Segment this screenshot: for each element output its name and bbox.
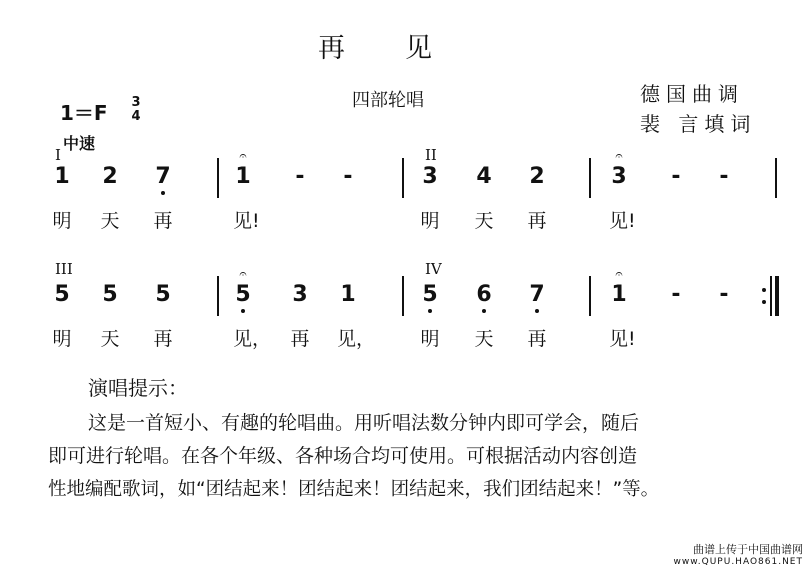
fermata-icon: 𝄐 bbox=[239, 267, 247, 282]
bar-line bbox=[217, 158, 219, 198]
bar-line bbox=[589, 276, 591, 316]
lyric: 再 bbox=[527, 328, 547, 350]
note: 2 bbox=[102, 164, 118, 189]
low-octave-dot bbox=[161, 191, 165, 195]
part-marker-2: II bbox=[425, 146, 437, 164]
lyric: 明 bbox=[52, 328, 72, 350]
notes-line-3: 性地编配歌词，如“团结起来！团结起来！团结起来，我们团结起来！”等。 bbox=[48, 479, 660, 500]
note: 2 bbox=[529, 164, 545, 189]
lyric: 天 bbox=[474, 328, 494, 350]
notes-line-2: 即可进行轮唱。在各个年级、各种场合均可使用。可根据活动内容创造 bbox=[48, 445, 638, 467]
repeat-dot bbox=[762, 300, 766, 304]
note: 5 bbox=[235, 282, 251, 307]
repeat-dot bbox=[762, 288, 766, 292]
subtitle: 四部轮唱 bbox=[352, 90, 424, 111]
bar-line bbox=[775, 158, 777, 198]
watermark bbox=[674, 543, 803, 569]
lyric: 明 bbox=[52, 210, 72, 232]
watermark-line-2: www.QUPU.HAO861.NET bbox=[673, 557, 803, 567]
low-octave-dot bbox=[482, 309, 486, 313]
note-dash: - bbox=[671, 282, 681, 307]
lyric: 见! bbox=[233, 210, 260, 232]
lyric: 再 bbox=[290, 328, 310, 350]
lyric: 天 bbox=[474, 210, 494, 232]
notes-heading: 演唱提示： bbox=[88, 376, 188, 400]
note: 4 bbox=[476, 164, 492, 189]
note-dash: - bbox=[295, 164, 305, 189]
note: 1 bbox=[54, 164, 70, 189]
lyric: 再 bbox=[153, 328, 173, 350]
credit-composer: 德国曲调 bbox=[640, 82, 744, 106]
note-dash: - bbox=[671, 164, 681, 189]
lyric: 明 bbox=[420, 210, 440, 232]
notes-line-1: 这是一首短小、有趣的轮唱曲。用听唱法数分钟内即可学会，随后 bbox=[88, 412, 640, 434]
tempo-marking: 中速 bbox=[63, 134, 96, 153]
part-marker-4: IV bbox=[425, 260, 442, 278]
note: 5 bbox=[102, 282, 118, 307]
lyric: 见! bbox=[609, 328, 636, 350]
low-octave-dot bbox=[241, 309, 245, 313]
note: 3 bbox=[611, 164, 627, 189]
note: 7 bbox=[155, 164, 171, 189]
repeat-bar-thin bbox=[770, 276, 772, 316]
note: 1 bbox=[611, 282, 627, 307]
fermata-icon: 𝄐 bbox=[615, 267, 623, 282]
lyric: 再 bbox=[527, 210, 547, 232]
lyric: 见， bbox=[233, 328, 272, 350]
note: 3 bbox=[292, 282, 308, 307]
bar-line bbox=[589, 158, 591, 198]
low-octave-dot bbox=[535, 309, 539, 313]
repeat-bar-thick bbox=[775, 276, 779, 316]
note: 5 bbox=[422, 282, 438, 307]
lyric: 再 bbox=[153, 210, 173, 232]
note: 5 bbox=[155, 282, 171, 307]
song-title: 再 见 bbox=[318, 33, 434, 64]
note: 1 bbox=[340, 282, 356, 307]
lyric: 见! bbox=[609, 210, 636, 232]
bar-line bbox=[402, 276, 404, 316]
lyric: 天 bbox=[100, 210, 120, 232]
note-dash: - bbox=[343, 164, 353, 189]
fermata-icon: 𝄐 bbox=[615, 149, 623, 164]
bar-line bbox=[217, 276, 219, 316]
lyric: 天 bbox=[100, 328, 120, 350]
credit-lyricist: 裴 言填词 bbox=[640, 112, 757, 136]
note: 7 bbox=[529, 282, 545, 307]
lyric: 见， bbox=[337, 328, 376, 350]
note: 3 bbox=[422, 164, 438, 189]
note: 1 bbox=[235, 164, 251, 189]
lyric: 明 bbox=[420, 328, 440, 350]
note-dash: - bbox=[719, 164, 729, 189]
time-signature bbox=[130, 96, 142, 124]
time-signature-bottom: 4 bbox=[131, 109, 141, 124]
key-signature: 1＝F bbox=[60, 101, 108, 125]
bar-line bbox=[402, 158, 404, 198]
part-marker-1: I bbox=[55, 146, 61, 164]
note-dash: - bbox=[719, 282, 729, 307]
fermata-icon: 𝄐 bbox=[239, 149, 247, 164]
part-marker-3: III bbox=[55, 260, 73, 278]
low-octave-dot bbox=[428, 309, 432, 313]
time-signature-top: 3 bbox=[131, 95, 141, 110]
note: 6 bbox=[476, 282, 492, 307]
note: 5 bbox=[54, 282, 70, 307]
watermark-line-1: 曲谱上传于中国曲谱网 bbox=[693, 543, 803, 556]
